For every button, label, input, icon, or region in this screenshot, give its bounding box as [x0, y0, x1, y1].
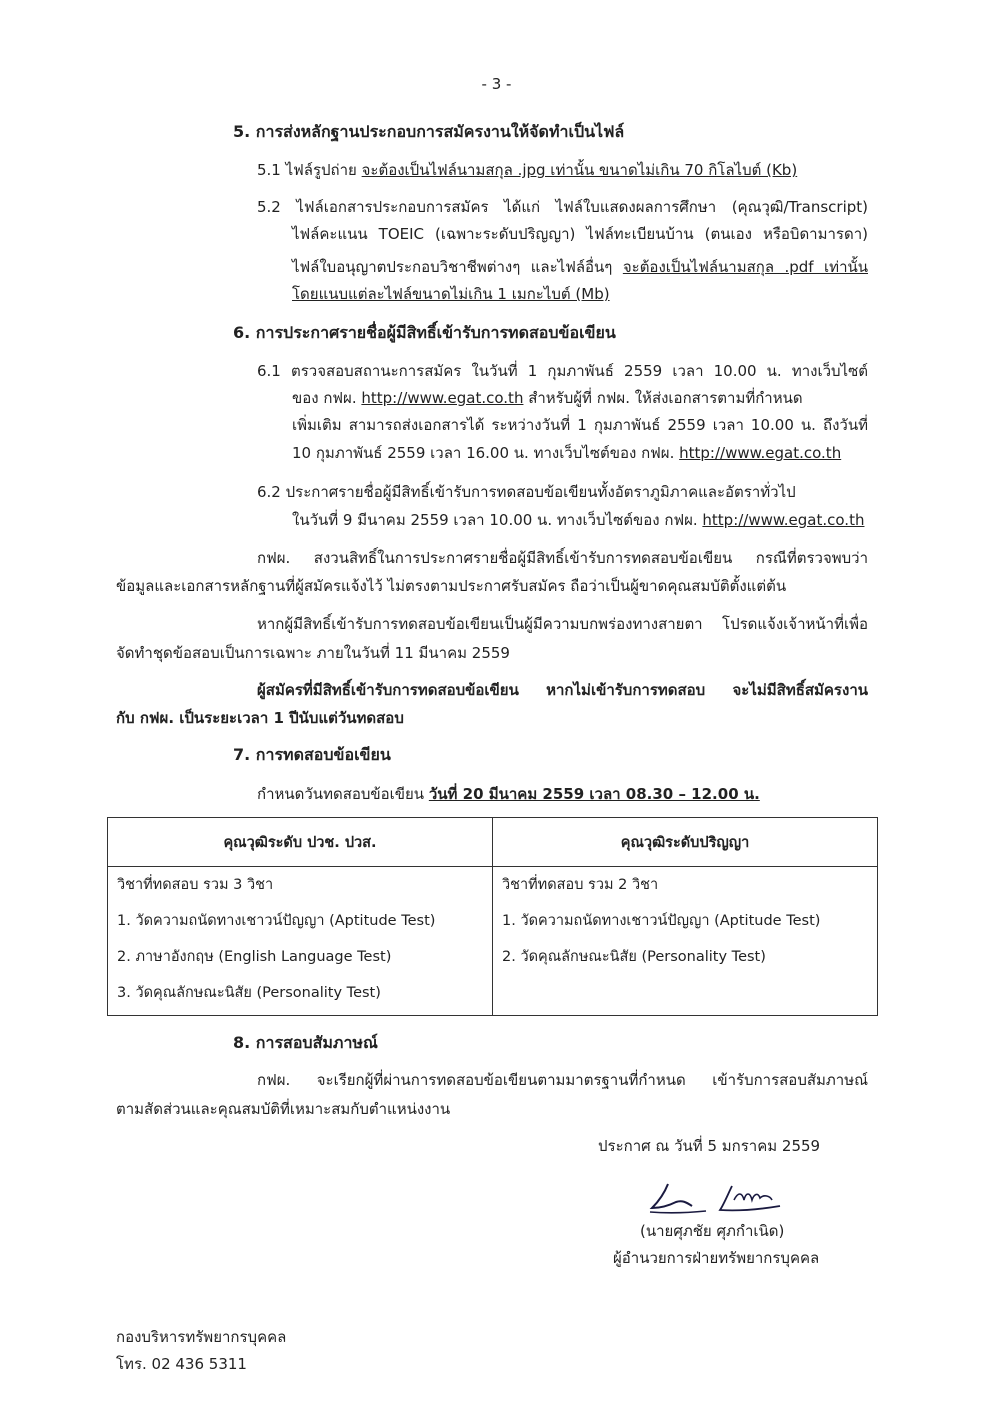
paragraph-visual-line-1: หากผู้มีสิทธิ์เข้ารับการทดสอบข้อเขียนเป็นผู้มีความบกพร่องทางสายตา โปรดแจ้งเจ้าหน้าที่เพื่อ: [257, 615, 868, 633]
list-item: 2. ภาษาอังกฤษ (English Language Test): [117, 949, 392, 965]
paragraph-warning-line-1: ผู้สมัครที่มีสิทธิ์เข้ารับการทดสอบข้อเขียน หากไม่เข้ารับการทดสอบ จะไม่มีสิทธิ์สมัครงาน: [257, 681, 868, 699]
table-cell-vocational: [108, 867, 493, 1016]
footer-office: กองบริหารทรัพยากรบุคคล: [116, 1328, 287, 1346]
footer-phone: โทร. 02 436 5311: [116, 1355, 247, 1373]
item-5-2-text: ไฟล์ใบอนุญาตประกอบวิชาชีพต่างๆ และไฟล์อื่นๆ: [292, 258, 623, 276]
paragraph-visual-line-2: จัดทำชุดข้อสอบเป็นการเฉพาะ ภายในวันที่ 11 มีนาคม 2559: [116, 644, 510, 662]
section-7-heading: 7. การทดสอบข้อเขียน: [233, 745, 391, 764]
egat-website-link[interactable]: http://www.egat.co.th: [361, 389, 524, 407]
egat-website-link[interactable]: http://www.egat.co.th: [679, 444, 842, 462]
signer-name: (นายศุภชัย ศุภกำเนิด): [640, 1222, 785, 1240]
section-5-heading: 5. การส่งหลักฐานประกอบการสมัครงานให้จัดทำเป็นไฟล์: [233, 122, 625, 141]
list-item: วิชาที่ทดสอบ รวม 2 วิชา: [502, 877, 659, 893]
announcement-date: ประกาศ ณ วันที่ 5 มกราคม 2559: [598, 1137, 821, 1155]
item-5-2-line-2: ไฟล์คะแนน TOEIC (เฉพาะระดับปริญญา) ไฟล์ทะเบียนบ้าน (ตนเอง หรือบิดามารดา): [292, 225, 868, 243]
list-item: วิชาที่ทดสอบ รวม 3 วิชา: [117, 877, 274, 893]
list-item: 1. วัดความถนัดทางเชาวน์ปัญญา (Aptitude Test): [117, 913, 436, 929]
item-6-1-line-2: [292, 388, 868, 408]
item-6-2-line-2: [292, 510, 864, 530]
paragraph-rights-line-2: ข้อมูลและเอกสารหลักฐานที่ผู้สมัครแจ้งไว้ ไม่ตรงตามประกาศรับสมัคร ถือว่าเป็นผู้ขาดคุณสมบัติตั้งแต่ต้น: [116, 577, 787, 595]
item-6-1-line-1: 6.1 ตรวจสอบสถานะการสมัคร ในวันที่ 1 กุมภาพันธ์ 2559 เวลา 10.00 น. ทางเว็บไซต์: [257, 362, 868, 380]
exam-date-value: วันที่ 20 มีนาคม 2559 เวลา 08.30 – 12.00 น.: [428, 785, 760, 803]
signature-image: [646, 1178, 786, 1218]
list-item: 3. วัดคุณลักษณะนิสัย (Personality Test): [117, 985, 381, 1001]
list-item: 1. วัดความถนัดทางเชาวน์ปัญญา (Aptitude Test): [502, 913, 821, 929]
item-6-1-line-4: [292, 443, 841, 463]
item-5-2-line-1: 5.2 ไฟล์เอกสารประกอบการสมัคร ได้แก่ ไฟล์ใบแสดงผลการศึกษา (คุณวุฒิ/Transcript): [257, 198, 868, 216]
egat-website-link[interactable]: http://www.egat.co.th: [702, 511, 865, 529]
item-6-1-line-3: เพิ่มเติม สามารถส่งเอกสารได้ ระหว่างวันที่ 1 กุมภาพันธ์ 2559 เวลา 10.00 น. ถึงวันที่: [292, 416, 868, 434]
section-8-heading: 8. การสอบสัมภาษณ์: [233, 1033, 378, 1052]
item-5-1-requirement: จะต้องเป็นไฟล์นามสกุล .jpg เท่านั้น ขนาดไม่เกิน 70 กิโลไบต์ (Kb): [361, 161, 798, 179]
paragraph-rights-line-1: กฟผ. สงวนสิทธิ์ในการประกาศรายชื่อผู้มีสิทธิ์เข้ารับการทดสอบข้อเขียน กรณีที่ตรวจพบว่า: [257, 549, 868, 567]
list-item: 2. วัดคุณลักษณะนิสัย (Personality Test): [502, 949, 766, 965]
signer-title: ผู้อำนวยการฝ่ายทรัพยากรบุคคล: [613, 1249, 820, 1267]
item-6-2-text: ในวันที่ 9 มีนาคม 2559 เวลา 10.00 น. ทางเว็บไซต์ของ กฟผ.: [292, 511, 703, 529]
paragraph-interview-line-1: กฟผ. จะเรียกผู้ที่ผ่านการทดสอบข้อเขียนตามมาตรฐานที่กำหนด เข้ารับการสอบสัมภาษณ์: [257, 1071, 868, 1089]
page-number: - 3 -: [481, 75, 512, 93]
item-6-1-text: ของ กฟผ.: [292, 389, 362, 407]
item-5-1: [257, 160, 797, 180]
exam-date: [257, 784, 760, 804]
item-6-1-text-end: 10 กุมภาพันธ์ 2559 เวลา 16.00 น. ทางเว็บไซต์ของ กฟผ.: [292, 444, 680, 462]
table-cell-degree: [493, 867, 878, 1016]
section-6-heading: 6. การประกาศรายชื่อผู้มีสิทธิ์เข้ารับการทดสอบข้อเขียน: [233, 323, 616, 342]
item-5-2-line-3: [292, 257, 868, 277]
table-header-degree: คุณวุฒิระดับปริญญา: [493, 818, 878, 867]
item-6-1-text-cont: สำหรับผู้ที่ กฟผ. ให้ส่งเอกสารตามที่กำหนด: [523, 389, 803, 407]
item-6-2-line-1: 6.2 ประกาศรายชื่อผู้มีสิทธิ์เข้ารับการทดสอบข้อเขียนทั้งอัตราภูมิภาคและอัตราทั่วไป: [257, 483, 796, 501]
item-5-2-line-4: โดยแนบแต่ละไฟล์ขนาดไม่เกิน 1 เมกะไบต์ (Mb): [292, 285, 610, 303]
paragraph-interview-line-2: ตามสัดส่วนและคุณสมบัติที่เหมาะสมกับตำแหน่งงาน: [116, 1100, 451, 1118]
exam-subjects-table: [107, 817, 878, 1016]
paragraph-warning-line-2: กับ กฟผ. เป็นระยะเวลา 1 ปีนับแต่วันทดสอบ: [116, 709, 404, 727]
item-5-2-requirement: จะต้องเป็นไฟล์นามสกุล .pdf เท่านั้น: [622, 258, 868, 276]
exam-date-label: กำหนดวันทดสอบข้อเขียน: [257, 785, 429, 803]
item-5-1-label: 5.1 ไฟล์รูปถ่าย: [257, 161, 362, 179]
table-header-vocational: คุณวุฒิระดับ ปวช. ปวส.: [108, 818, 493, 867]
